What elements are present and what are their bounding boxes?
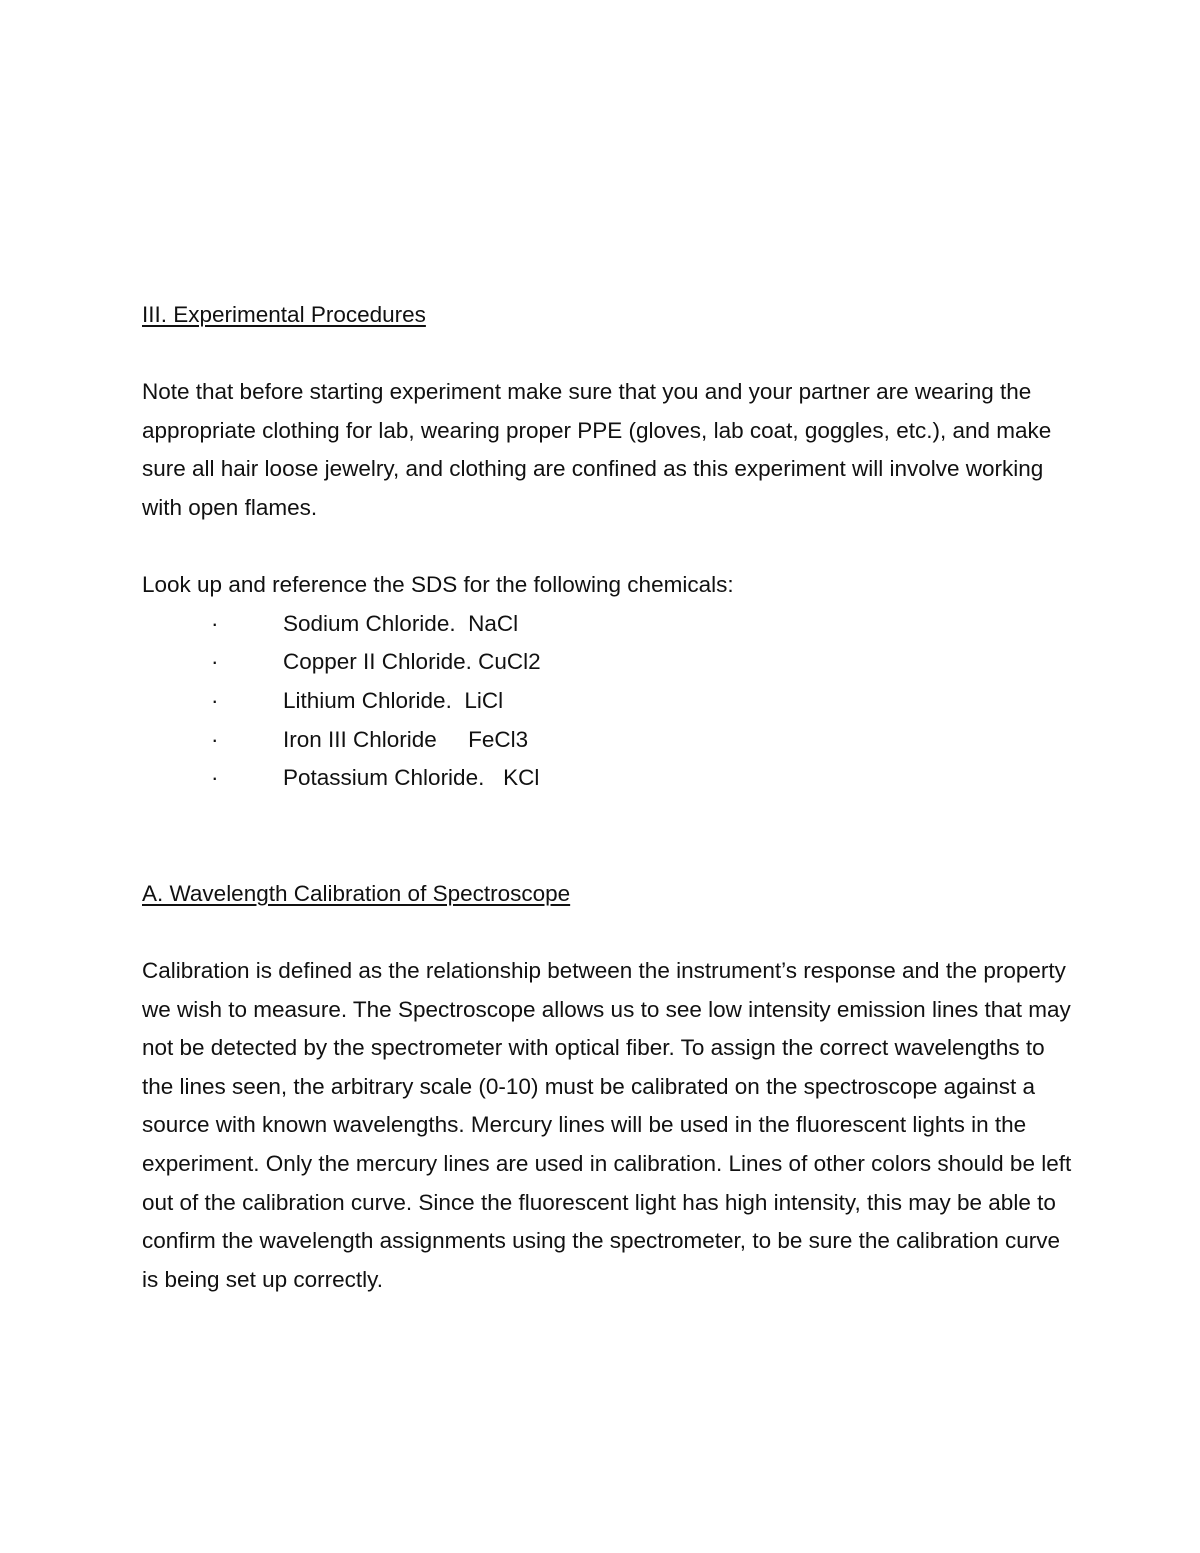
bullet-icon: · <box>211 687 219 713</box>
chemical-list <box>142 605 1072 798</box>
bullet-icon: · <box>211 726 219 752</box>
page-content <box>142 296 1072 1299</box>
list-item <box>142 605 1072 644</box>
chemical-name: Sodium Chloride. NaCl <box>283 610 519 636</box>
spacer <box>142 798 1072 875</box>
spacer <box>142 335 1072 374</box>
spacer <box>142 528 1072 567</box>
subsection-heading: A. Wavelength Calibration of Spectroscope <box>142 880 571 906</box>
list-item <box>142 721 1072 760</box>
bullet-icon: · <box>211 649 219 675</box>
bullet-icon: · <box>211 765 219 791</box>
bullet-icon: · <box>211 610 219 636</box>
sds-intro-text: Look up and reference the SDS for the following chemicals: <box>142 572 734 598</box>
list-item <box>142 759 1072 798</box>
section-heading: III. Experimental Procedures <box>142 302 426 327</box>
list-item <box>142 682 1072 721</box>
chemical-name: Iron III Chloride FeCl3 <box>283 726 529 752</box>
safety-note-paragraph: Note that before starting experiment make sure that you and your partner are wearing the appropriate clothing for lab, wearing proper PPE (gloves, lab coat, goggles, etc.), and make sure all hair loose jewelry, and clothing are confined as this experiment will involve working with open flames. <box>142 379 1052 520</box>
chemical-name: Lithium Chloride. LiCl <box>283 687 504 713</box>
chemical-name: Potassium Chloride. KCl <box>283 765 540 791</box>
calibration-paragraph: Calibration is defined as the relationship between the instrument’s response and the property we wish to measure. The Spectroscope allows us to see low intensity emission lines that may not be detected by the spectrometer with optical fiber. To assign the correct wavelengths to the lines seen, the arbitrary scale (0-10) must be calibrated on the spectroscope against a source with known wavelengths. Mercury lines will be used in the fluorescent lights in the experiment. Only the mercury lines are used in calibration. Lines of other colors should be left out of the calibration curve. Since the fluorescent light has high intensity, this may be able to confirm the wavelength assignments using the spectrometer, to be sure the calibration curve is being set up correctly. <box>142 958 1072 1292</box>
list-item <box>142 643 1072 682</box>
spacer <box>142 914 1072 953</box>
chemical-name: Copper II Chloride. CuCl2 <box>283 649 541 675</box>
